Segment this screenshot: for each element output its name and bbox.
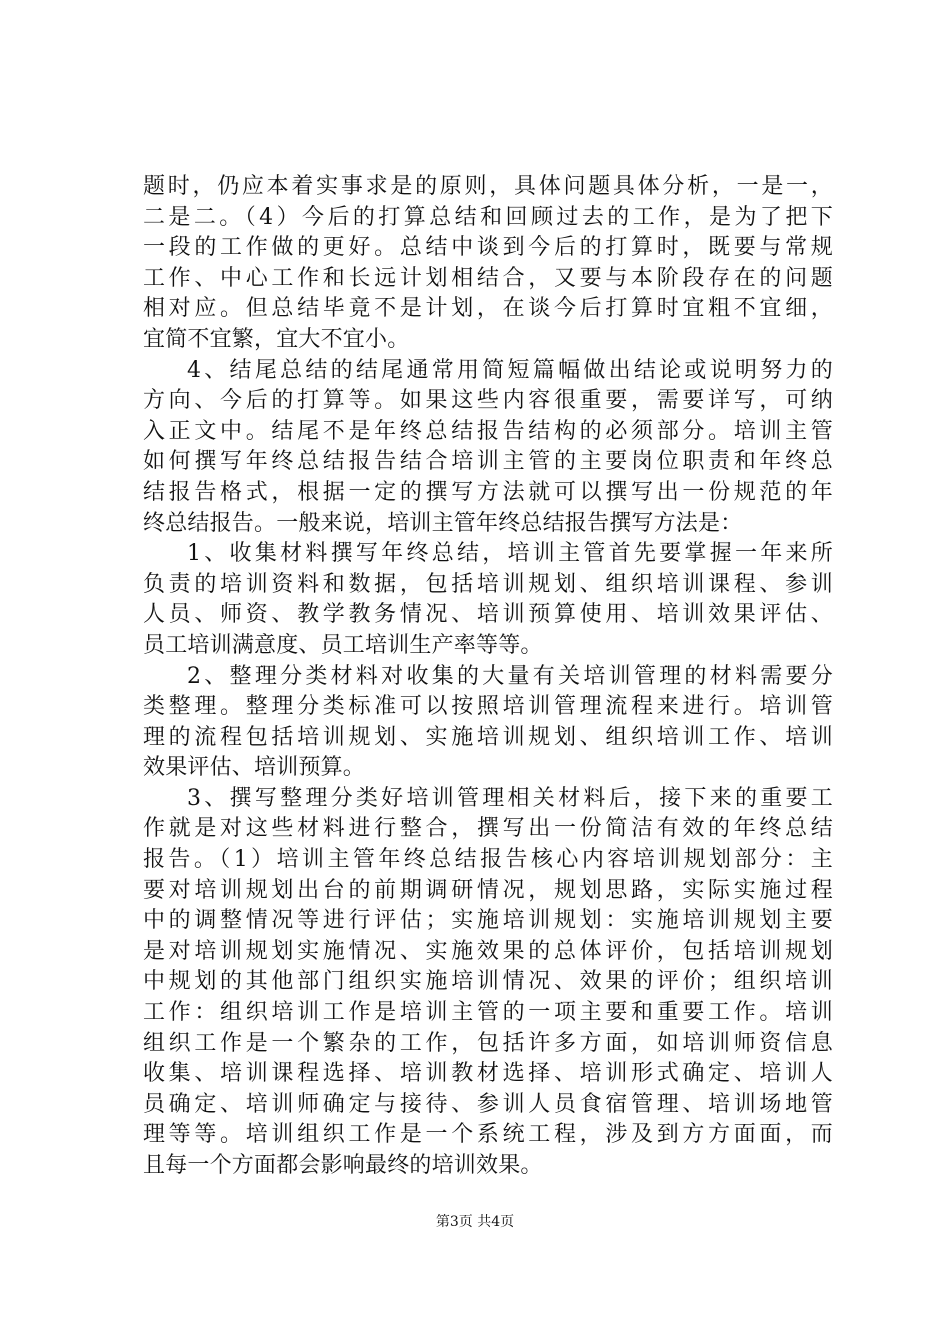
text-line: 且每一个方面都会影响最终的培训效果。 — [143, 1153, 543, 1178]
text-line: 题时，仍应本着实事求是的原则，具体问题具体分析，一是一， — [143, 174, 833, 199]
text-line: 二是二。（4）今后的打算总结和回顾过去的工作，是为了把下 — [143, 204, 833, 230]
text-line: 理等等。培训组织工作是一个系统工程，涉及到方方面面，而 — [143, 1122, 833, 1148]
text-line: 人员、师资、教学教务情况、培训预算使用、培训效果评估、 — [143, 602, 833, 628]
text-line: 要对培训规划出台的前期调研情况，规划思路，实际实施过程 — [143, 877, 833, 903]
text-line: 相对应。但总结毕竟不是计划，在谈今后打算时宜粗不宜细， — [143, 296, 833, 322]
text-line: 入正文中。结尾不是年终总结报告结构的必须部分。培训主管 — [143, 418, 833, 444]
text-line: 效果评估、培训预算。 — [143, 755, 366, 781]
text-line: 方向、今后的打算等。如果这些内容很重要，需要详写，可纳 — [143, 388, 833, 414]
text-line: 3、撰写整理分类好培训管理相关材料后，接下来的重要工 — [187, 785, 833, 811]
text-line: 宜简不宜繁，宜大不宜小。 — [143, 326, 410, 352]
text-line: 收集、培训课程选择、培训教材选择、培训形式确定、培训人 — [143, 1061, 833, 1087]
text-line: 员确定、培训师确定与接待、参训人员食宿管理、培训场地管 — [143, 1091, 833, 1117]
text-line: 员工培训满意度、员工培训生产率等等。 — [143, 632, 543, 658]
text-line: 中规划的其他部门组织实施培训情况、效果的评价；组织培训 — [143, 969, 833, 995]
text-line: 1、收集材料撰写年终总结，培训主管首先要掌握一年来所 — [187, 541, 833, 567]
text-line: 一段的工作做的更好。总结中谈到今后的打算时，既要与常规 — [143, 235, 833, 261]
text-line: 类整理。整理分类标准可以按照培训管理流程来进行。培训管 — [143, 694, 833, 720]
text-line: 组织工作是一个繁杂的工作，包括许多方面，如培训师资信息 — [143, 1030, 833, 1056]
text-line: 是对培训规划实施情况、实施效果的总体评价，包括培训规划 — [143, 938, 833, 964]
text-line: 4、结尾总结的结尾通常用简短篇幅做出结论或说明努力的 — [187, 357, 833, 383]
text-line: 中的调整情况等进行评估；实施培训规划：实施培训规划主要 — [143, 908, 833, 934]
text-line: 结报告格式，根据一定的撰写方法就可以撰写出一份规范的年 — [143, 479, 833, 505]
text-line: 作就是对这些材料进行整合，撰写出一份简洁有效的年终总结 — [143, 816, 833, 842]
page-footer: 第3页 共4页 — [435, 1214, 515, 1230]
text-line: 终总结报告。一般来说，培训主管年终总结报告撰写方法是： — [143, 510, 743, 536]
text-line: 2、整理分类材料对收集的大量有关培训管理的材料需要分 — [187, 663, 833, 689]
text-line: 工作：组织培训工作是培训主管的一项主要和重要工作。培训 — [143, 1000, 833, 1026]
document-body — [143, 172, 833, 1182]
text-line: 报告。（1）培训主管年终总结报告核心内容培训规划部分：主 — [143, 847, 833, 873]
text-line: 工作、中心工作和长远计划相结合，又要与本阶段存在的问题 — [143, 265, 833, 291]
text-line: 理的流程包括培训规划、实施培训规划、组织培训工作、培训 — [143, 724, 833, 750]
text-line: 如何撰写年终总结报告结合培训主管的主要岗位职责和年终总 — [143, 449, 833, 475]
text-line: 负责的培训资料和数据，包括培训规划、组织培训课程、参训 — [143, 571, 833, 597]
